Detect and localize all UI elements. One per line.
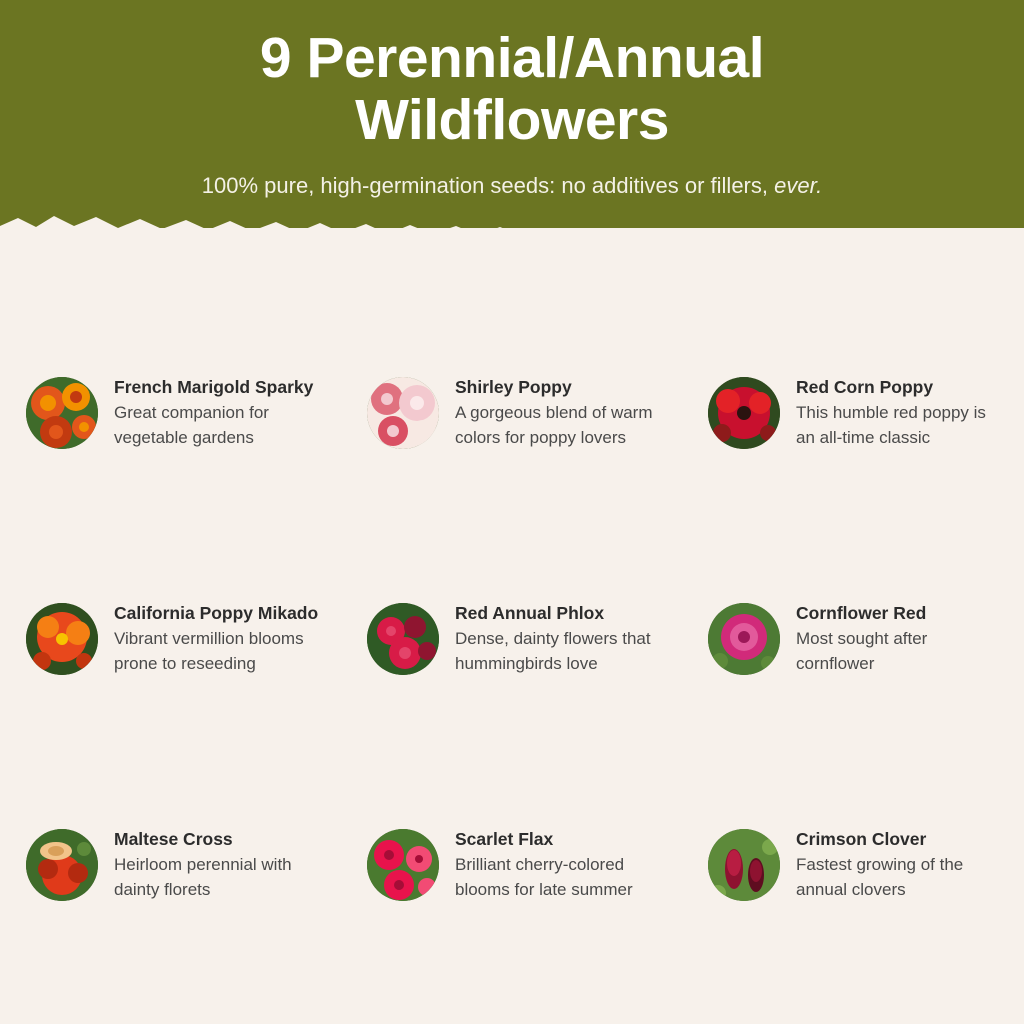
crimson-clover-photo [708, 829, 780, 901]
red-corn-poppy-photo [708, 377, 780, 449]
wildflower-description: Heirloom perennial with dainty florets [114, 855, 292, 899]
red-annual-phlox-photo [367, 603, 439, 675]
wildflower-text [796, 376, 1009, 449]
wildflower-text [114, 376, 327, 449]
california-poppy-mikado-photo [26, 603, 98, 675]
maltese-cross-photo [26, 829, 98, 901]
wildflower-item [0, 752, 341, 978]
wildflower-description: This humble red poppy is an all-time classic [796, 403, 986, 447]
wildflower-description: Great companion for vegetable gardens [114, 403, 269, 447]
wildflower-grid [0, 300, 1024, 978]
page-title [70, 28, 954, 151]
wildflower-item [341, 526, 682, 752]
wildflower-item [341, 752, 682, 978]
header-banner [0, 0, 1024, 228]
wildflower-description: A gorgeous blend of warm colors for poppy lovers [455, 403, 653, 447]
wildflower-text [455, 376, 668, 449]
subtitle-text: 100% pure, high-germination seeds: no additives or fillers, [201, 173, 775, 199]
subtitle-emphasis: ever. [774, 173, 823, 199]
wildflower-name: Shirley Poppy [455, 377, 572, 398]
shirley-poppy-photo [367, 377, 439, 449]
wildflower-name: Maltese Cross [114, 829, 233, 850]
page-title-line2: Wildflowers [355, 87, 669, 152]
wildflower-name: Red Corn Poppy [796, 377, 934, 398]
wildflower-description: Vibrant vermillion blooms prone to reseeding [114, 629, 304, 673]
scarlet-flax-photo [367, 829, 439, 901]
wildflower-name: Red Annual Phlox [455, 603, 605, 624]
wildflower-name: Cornflower Red [796, 603, 927, 624]
wildflower-description: Fastest growing of the annual clovers [796, 855, 964, 899]
cornflower-red-photo [708, 603, 780, 675]
wildflower-text [455, 828, 668, 901]
wildflower-item [682, 752, 1023, 978]
wildflower-text [114, 828, 327, 901]
wildflower-text [796, 602, 1009, 675]
wildflower-description: Most sought after cornflower [796, 629, 928, 673]
wildflower-text [796, 828, 1009, 901]
wildflower-name: French Marigold Sparky [114, 377, 314, 398]
wildflower-item [0, 526, 341, 752]
header-content [0, 0, 1024, 199]
wildflower-item [682, 300, 1023, 526]
wildflower-item [0, 300, 341, 526]
wildflower-name: California Poppy Mikado [114, 603, 319, 624]
wildflower-text [455, 602, 668, 675]
wildflower-item [682, 526, 1023, 752]
page-subtitle [0, 173, 1024, 199]
wildflower-name: Crimson Clover [796, 829, 927, 850]
french-marigold-sparky-photo [26, 377, 98, 449]
wildflower-description: Brilliant cherry-colored blooms for late summer [455, 855, 633, 899]
wildflower-name: Scarlet Flax [455, 829, 554, 850]
wildflower-item [341, 300, 682, 526]
wildflower-description: Dense, dainty flowers that hummingbirds love [455, 629, 651, 673]
page-title-line1: 9 Perennial/Annual [259, 26, 765, 90]
wildflower-text [114, 602, 327, 675]
